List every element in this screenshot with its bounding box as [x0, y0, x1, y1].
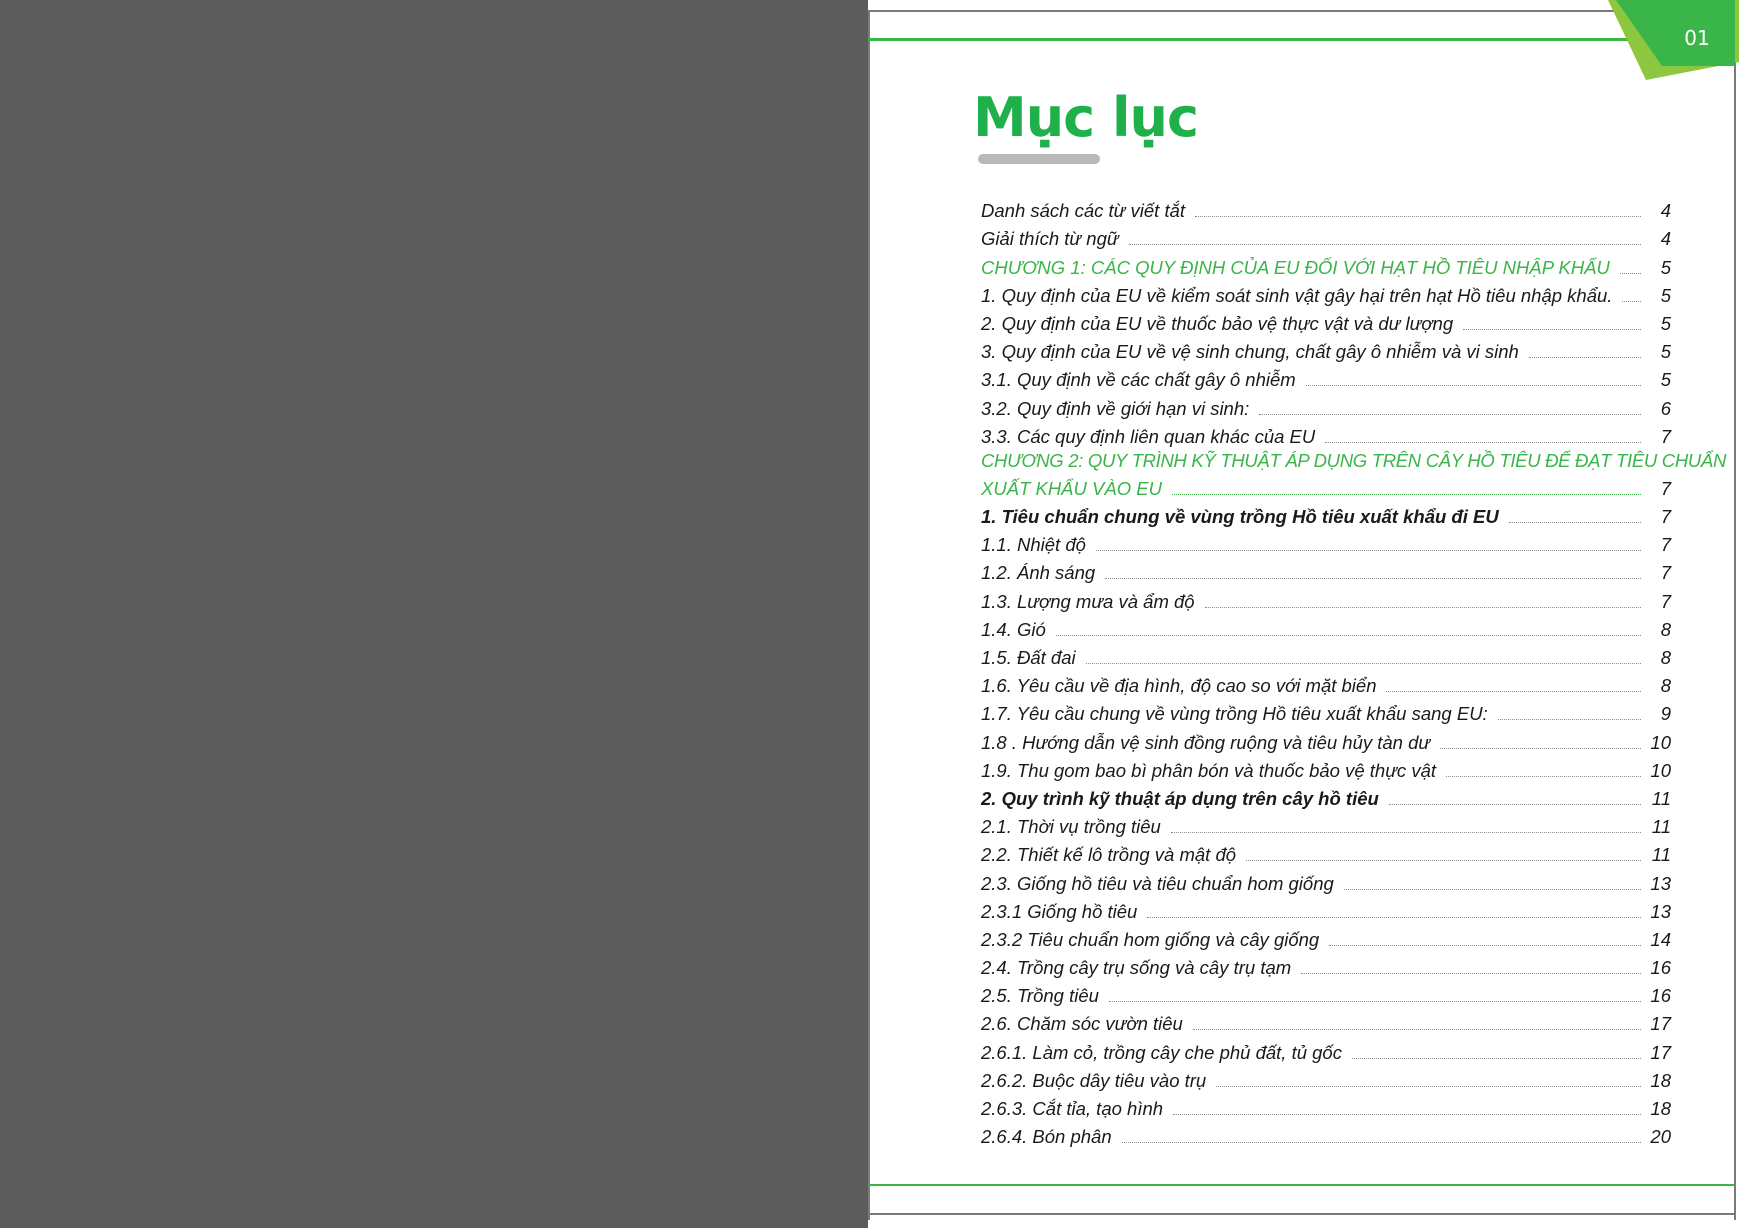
- toc-entry[interactable]: [981, 951, 1671, 979]
- toc-entry[interactable]: [981, 697, 1671, 725]
- toc-entry-page: 7: [1660, 590, 1671, 612]
- toc-dot-leader: [1446, 776, 1641, 777]
- toc-entry-label: 1.6. Yêu cầu về địa hình, độ cao so với mặt biển: [981, 675, 1377, 697]
- toc-entry-label: 2.6.3. Cắt tỉa, tạo hình: [981, 1098, 1164, 1119]
- page-border-right: [1734, 10, 1736, 1220]
- toc-entry[interactable]: [981, 641, 1671, 669]
- toc-entry-page: 5: [1660, 369, 1671, 391]
- toc-entry-label: 1.2. Ánh sáng: [981, 562, 1096, 584]
- toc-dot-leader: [1622, 301, 1641, 302]
- toc-entry[interactable]: [981, 1007, 1671, 1035]
- toc-dot-leader: [1205, 607, 1641, 608]
- toc-dot-leader: [1122, 1142, 1641, 1143]
- toc-entry-label: 1.8 . Hướng dẫn vệ sinh đồng ruộng và tiêu hủy tàn dư: [981, 731, 1431, 753]
- toc-dot-leader: [1386, 691, 1641, 692]
- toc-entry-page: 13: [1650, 900, 1671, 922]
- toc-entry-label: 2.6.2. Buộc dây tiêu vào trụ: [981, 1069, 1207, 1091]
- toc-entry-page: 9: [1660, 703, 1671, 725]
- toc-entry-page: 8: [1660, 618, 1671, 640]
- toc-entry-label: CHƯƠNG 1: CÁC QUY ĐỊNH CỦA EU ĐỐI VỚI HẠT HỒ TIÊU NHẬP KHẨU: [981, 256, 1610, 278]
- toc-entry-page: 7: [1660, 562, 1671, 584]
- header-rule: [868, 38, 1700, 41]
- toc-entry-label: 2.6.4. Bón phân: [981, 1126, 1112, 1148]
- toc-entry-label: 1.5. Đất đai: [981, 647, 1076, 668]
- toc-entry-page: 17: [1650, 1013, 1671, 1035]
- toc-entry-page: 8: [1660, 675, 1671, 697]
- toc-dot-leader: [1105, 578, 1641, 579]
- toc-dot-leader: [1306, 385, 1641, 386]
- toc-dot-leader: [1172, 494, 1641, 495]
- toc-entry-label: 3. Quy định của EU về vệ sinh chung, chất gây ô nhiễm và vi sinh: [981, 341, 1519, 363]
- toc-dot-leader: [1389, 804, 1641, 805]
- toc-entry-label: 2.3. Giống hồ tiêu và tiêu chuẩn hom giống: [981, 872, 1334, 894]
- toc-dot-leader: [1440, 748, 1641, 749]
- toc-entry[interactable]: [981, 448, 1727, 472]
- toc-entry-label: CHƯƠNG 2: QUY TRÌNH KỸ THUẬT ÁP DỤNG TRÊN CÂY HỒ TIÊU ĐỂ ĐẠT TIÊU CHUẨN: [981, 449, 1727, 471]
- toc-dot-leader: [1325, 442, 1641, 443]
- toc-dot-leader: [1529, 357, 1641, 358]
- toc-entry[interactable]: [981, 279, 1671, 307]
- toc-entry-page: 4: [1660, 200, 1671, 222]
- footer-border: [868, 1213, 1734, 1215]
- toc-entry[interactable]: [981, 895, 1671, 923]
- document-page: [868, 0, 1739, 1228]
- toc-dot-leader: [1173, 1114, 1641, 1115]
- toc-dot-leader: [1246, 860, 1641, 861]
- page-border-left: [868, 10, 870, 1220]
- toc-entry-page: 7: [1660, 534, 1671, 556]
- toc-entry-page: 4: [1660, 228, 1671, 250]
- toc-entry-page: 17: [1650, 1041, 1671, 1063]
- toc-entry[interactable]: [981, 363, 1671, 391]
- toc-entry-page: 10: [1650, 731, 1671, 753]
- table-of-contents: [981, 194, 1727, 1148]
- toc-entry-label: 3.3. Các quy định liên quan khác của EU: [981, 425, 1316, 447]
- toc-entry[interactable]: [981, 222, 1671, 250]
- toc-dot-leader: [1329, 945, 1641, 946]
- toc-entry[interactable]: [981, 866, 1671, 894]
- toc-entry-page: 5: [1660, 284, 1671, 306]
- toc-dot-leader: [1620, 273, 1641, 274]
- toc-entry-label: Danh sách các từ viết tắt: [981, 200, 1186, 222]
- toc-entry[interactable]: [981, 307, 1671, 335]
- toc-entry-page: 13: [1650, 872, 1671, 894]
- toc-entry-page: 5: [1660, 341, 1671, 363]
- toc-dot-leader: [1509, 522, 1641, 523]
- toc-dot-leader: [1195, 216, 1641, 217]
- toc-entry-page: 8: [1660, 647, 1671, 668]
- toc-entry[interactable]: [981, 754, 1671, 782]
- toc-entry-label: 3.2. Quy định về giới hạn vi sinh:: [981, 397, 1250, 419]
- toc-entry-page: 16: [1650, 957, 1671, 979]
- toc-entry-label: 2.6. Chăm sóc vườn tiêu: [981, 1013, 1183, 1035]
- toc-entry-page: 5: [1660, 256, 1671, 278]
- toc-entry[interactable]: [981, 528, 1671, 556]
- toc-entry-page: 5: [1660, 312, 1671, 334]
- toc-entry-page: 16: [1650, 985, 1671, 1007]
- toc-entry-label: 1.7. Yêu cầu chung về vùng trồng Hồ tiêu xuất khẩu sang EU:: [981, 703, 1488, 725]
- toc-entry[interactable]: [981, 391, 1671, 419]
- toc-dot-leader: [1171, 832, 1641, 833]
- footer-rule: [868, 1184, 1734, 1186]
- toc-dot-leader: [1096, 550, 1641, 551]
- toc-entry-label: 2. Quy định của EU về thuốc bảo vệ thực vật và dư lượng: [981, 312, 1454, 334]
- toc-entry-page: 11: [1651, 816, 1671, 838]
- toc-entry[interactable]: [981, 1064, 1671, 1092]
- toc-entry[interactable]: [981, 1035, 1671, 1063]
- page-title: Mục lục: [973, 86, 1198, 149]
- toc-entry-label: 2. Quy trình kỹ thuật áp dụng trên cây hồ tiêu: [981, 787, 1379, 809]
- toc-entry-page: 14: [1650, 928, 1671, 950]
- title-underline: [978, 154, 1100, 164]
- toc-entry[interactable]: [981, 556, 1671, 584]
- toc-entry-page: 6: [1660, 397, 1671, 419]
- toc-dot-leader: [1463, 329, 1641, 330]
- toc-entry-label: 2.6.1. Làm cỏ, trồng cây che phủ đất, tủ gốc: [981, 1041, 1342, 1063]
- toc-entry-page: 10: [1650, 759, 1671, 781]
- toc-entry[interactable]: [981, 725, 1671, 753]
- toc-entry[interactable]: [981, 979, 1671, 1007]
- toc-entry-page: 18: [1650, 1098, 1671, 1119]
- toc-dot-leader: [1216, 1086, 1641, 1087]
- toc-entry-label: 2.1. Thời vụ trồng tiêu: [981, 816, 1161, 838]
- toc-entry[interactable]: [981, 194, 1671, 222]
- toc-entry[interactable]: [981, 810, 1671, 838]
- toc-entry[interactable]: [981, 669, 1671, 697]
- page-border-top: [868, 10, 1728, 12]
- toc-entry[interactable]: [981, 1120, 1671, 1148]
- toc-dot-leader: [1109, 1001, 1641, 1002]
- toc-entry-label: 2.4. Trồng cây trụ sống và cây trụ tạm: [981, 957, 1292, 979]
- toc-dot-leader: [1259, 414, 1641, 415]
- toc-entry-page: 20: [1650, 1126, 1671, 1148]
- toc-entry[interactable]: [981, 335, 1671, 363]
- toc-entry[interactable]: [981, 838, 1671, 866]
- toc-entry-label: XUẤT KHẨU VÀO EU: [981, 477, 1162, 499]
- toc-entry[interactable]: [981, 500, 1671, 528]
- toc-entry-page: 11: [1651, 844, 1671, 866]
- toc-entry-label: Giải thích từ ngữ: [981, 228, 1119, 250]
- toc-entry[interactable]: [981, 420, 1671, 448]
- toc-dot-leader: [1193, 1029, 1641, 1030]
- toc-dot-leader: [1498, 719, 1641, 720]
- toc-entry[interactable]: [981, 1092, 1671, 1120]
- toc-dot-leader: [1147, 917, 1641, 918]
- toc-dot-leader: [1344, 889, 1641, 890]
- toc-entry[interactable]: [981, 782, 1671, 810]
- toc-entry-label: 2.3.2 Tiêu chuẩn hom giống và cây giống: [981, 928, 1320, 950]
- toc-entry[interactable]: [981, 250, 1671, 278]
- toc-entry[interactable]: [981, 613, 1671, 641]
- toc-entry-label: 1.4. Gió: [981, 618, 1046, 640]
- toc-entry[interactable]: [981, 472, 1671, 500]
- toc-entry-label: 1. Quy định của EU về kiểm soát sinh vật gây hại trên hạt Hồ tiêu nhập khẩu.: [981, 284, 1613, 306]
- toc-dot-leader: [1086, 663, 1641, 664]
- toc-entry-label: 2.2. Thiết kế lô trồng và mật độ: [981, 844, 1237, 866]
- toc-entry-page: 7: [1660, 477, 1671, 499]
- toc-dot-leader: [1129, 244, 1641, 245]
- toc-entry-page: 18: [1650, 1069, 1671, 1091]
- page-number: 01: [1684, 26, 1710, 50]
- toc-entry-page: 7: [1660, 425, 1671, 447]
- toc-entry[interactable]: [981, 923, 1671, 951]
- toc-entry-label: 1.1. Nhiệt độ: [981, 534, 1086, 556]
- toc-entry-label: 1.3. Lượng mưa và ẩm độ: [981, 590, 1195, 612]
- toc-entry-label: 1.9. Thu gom bao bì phân bón và thuốc bảo vệ thực vật: [981, 759, 1437, 781]
- toc-entry-label: 3.1. Quy định về các chất gây ô nhiễm: [981, 369, 1296, 391]
- toc-entry-page: 7: [1660, 506, 1671, 528]
- toc-entry-label: 2.5. Trồng tiêu: [981, 985, 1099, 1007]
- toc-dot-leader: [1352, 1058, 1641, 1059]
- toc-entry-label: 1. Tiêu chuẩn chung về vùng trồng Hồ tiêu xuất khẩu đi EU: [981, 506, 1499, 528]
- toc-entry[interactable]: [981, 584, 1671, 612]
- toc-dot-leader: [1301, 973, 1641, 974]
- toc-entry-page: 11: [1651, 787, 1671, 809]
- toc-entry-label: 2.3.1 Giống hồ tiêu: [981, 900, 1138, 922]
- toc-dot-leader: [1056, 635, 1641, 636]
